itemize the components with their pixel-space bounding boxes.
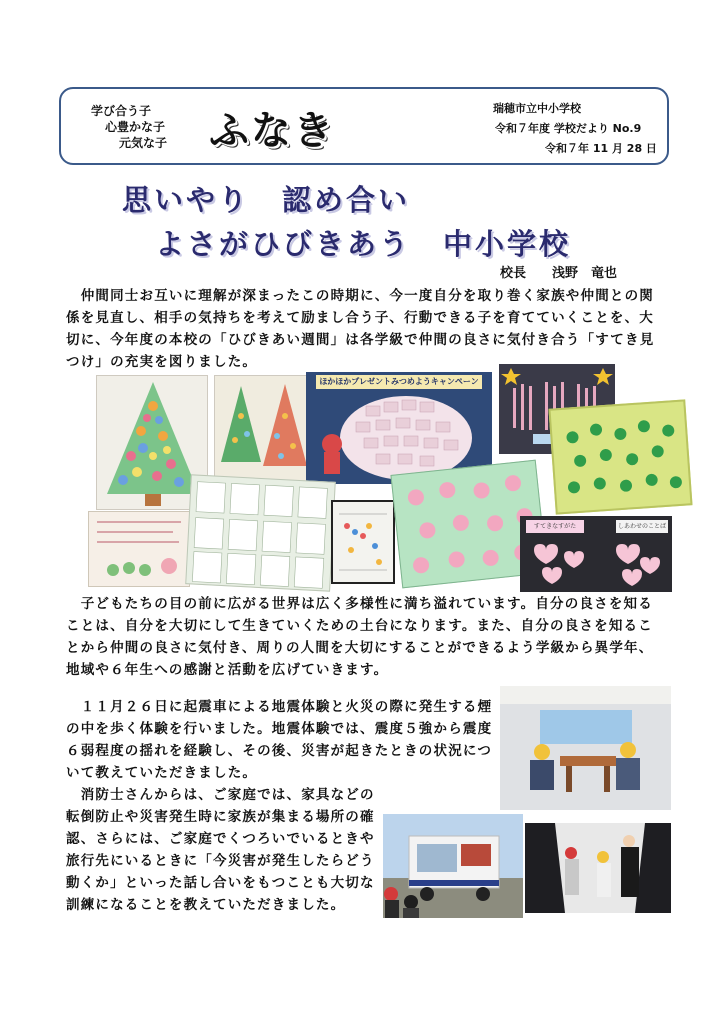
- photo-smoke-tent: [525, 823, 671, 913]
- photo-message-cards: [185, 474, 336, 591]
- hearts-label-right: しあわせのことば: [616, 520, 668, 533]
- photo-clover-board: [548, 399, 692, 514]
- photo-earthquake-simulator: [500, 686, 671, 810]
- issue-date: 令和７年 11 月 28 日: [545, 142, 657, 155]
- newsletter-header: [59, 87, 669, 165]
- board-banner-text: ほかほかプレゼントみつめようキャンペーン: [316, 375, 482, 389]
- photo-fire-truck: [383, 814, 523, 918]
- motto-3: 元気な子: [119, 136, 168, 150]
- photo-pink-hearts: [520, 516, 672, 592]
- paragraph-diversity: 子どもたちの目の前に広がる世界は広く多様性に満ち溢れています。自分の良さを知ることは、自分を大切にして生きていくための土台になります。また、自分の良さを知ることから仲間の良さに気付き、周りの人間を大切にすることができるよう学級から異学年、地域や６年生への感謝と活動を広げていきます。: [66, 596, 654, 678]
- paragraph-firefighter-advice: 消防士さんからは、ご家庭では、家具などの転倒防止や災害発生時に家族が集まる場所の確認、さらには、ご家庭でくつろいでいるときや旅行先にいるときに「今災害が発生したらどう動くか」といった話し合いをもつことも大切な訓練になることを教えていただきました。: [66, 787, 375, 913]
- article-title-line-1: 思いやり 認め合い: [122, 183, 411, 217]
- paragraph-intro: 仲間同士お互いに理解が深まったこの時期に、今一度自分を取り巻く家族や仲間との関係を見直し、相手の気持ちを考えて励まし合う子、行動できる子を育てていくことを、大切に、今年度の本校の「ひびきあい週間」は各学級で仲間の良さに気付き合う「すてき見つけ」の充実を図りました。: [66, 288, 655, 370]
- school-name: 瑞穂市立中小学校: [493, 102, 581, 115]
- photo-decorated-trees: [214, 375, 310, 485]
- hearts-label-left: すてきなすがた: [526, 520, 584, 533]
- photo-children-drawing: [88, 511, 190, 587]
- motto-2: 心豊かな子: [105, 120, 166, 134]
- photo-worksheet: [331, 500, 395, 584]
- article-author: 校長 浅野 竜也: [500, 266, 618, 281]
- issue-number: 令和７年度 学校だより No.9: [495, 122, 642, 135]
- paragraph-earthquake-drill: １１月２６日に起震車による地震体験と火災の際に発生する煙の中を歩く体験を行いました。地震体験では、震度５強から震度６弱程度の揺れを経験し、その後、災害が起きたときの状況について教えていただきました。: [66, 699, 493, 781]
- motto-1: 学び合う子: [91, 104, 152, 118]
- school-mottos: [91, 103, 211, 151]
- newsletter-brand-title: ふなき: [209, 108, 335, 154]
- issue-info: [493, 99, 657, 159]
- article-title-line-2: よさがひびきあう 中小学校: [155, 227, 572, 261]
